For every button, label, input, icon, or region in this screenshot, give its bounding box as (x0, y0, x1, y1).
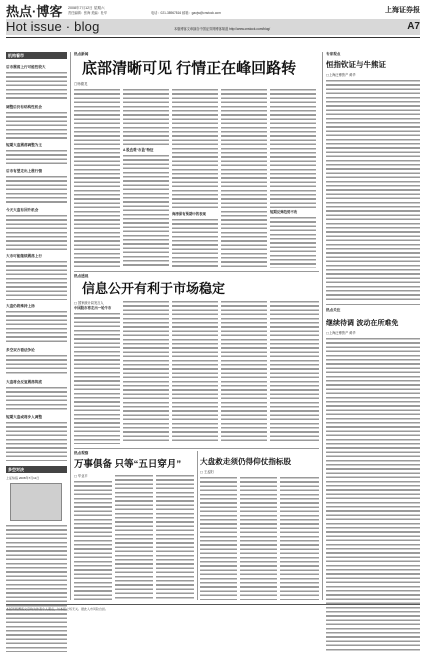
column-divider (197, 451, 198, 600)
left-item-title: 多空双方看法争论 (6, 348, 35, 352)
lead-section-tag: 热点新闻 (74, 52, 89, 56)
footer-disclaimer: 本版所载博客文章均为作者个人观点，与本报立场无关。据此入市风险自担。 (6, 607, 109, 611)
left-item-title: 后市震荡上行可能性较大 (6, 65, 46, 69)
lead-article (74, 52, 319, 268)
left-item-body (6, 175, 67, 204)
right-column (326, 52, 420, 600)
left-item-title: 后市有望走出上涨行情 (6, 169, 42, 173)
mid-body-col1 (74, 312, 120, 444)
lead-body-col2 (123, 88, 169, 146)
mid-subhead: 中国股市将走出一轮牛市 (74, 306, 112, 310)
lead-subhead-1: A 股直观“市盈”特征 (123, 148, 154, 152)
masthead-rule (6, 37, 420, 38)
masthead-phone: 电话：021-38967816 邮箱：gaojw@cnstock.com (151, 11, 221, 15)
left-item-body (6, 354, 67, 376)
left-column-header: 机构看市 (6, 52, 67, 59)
left-item-body (6, 310, 67, 344)
right-headline: 恒指钦证与牛熊证 (326, 60, 386, 69)
left-item-body (6, 71, 67, 101)
bottom-right-headline: 大盘救走须仍得仰仗指标股 (200, 457, 292, 466)
left-item-body (6, 149, 67, 166)
left-item-title: 今天大盘有回升机会 (6, 208, 39, 212)
lead-body-col2b (123, 154, 169, 268)
left-column (6, 52, 67, 600)
mid-article (74, 274, 319, 444)
bottom-left-body-col1 (74, 480, 112, 600)
right-section-tag: 专家观点 (326, 52, 341, 56)
bottom-left-article (74, 451, 194, 600)
section-divider (74, 271, 319, 272)
left-footer-photo (10, 483, 62, 521)
mid-body-col5 (270, 300, 319, 444)
left-item-body (6, 421, 67, 461)
lead-body-col3 (172, 88, 218, 208)
left-item-title: 大市可能继续震荡上行 (6, 254, 42, 258)
left-item-body (6, 111, 67, 139)
section-divider (326, 304, 420, 305)
page-number: A7 (407, 21, 420, 32)
left-item-title: 大盘将会反复震荡筑底 (6, 380, 42, 384)
lead-body-col4 (221, 88, 267, 268)
lead-body-col5 (270, 88, 316, 208)
lead-body-col5b (270, 216, 316, 268)
masthead-date: 2008年7月12日 星期六 (68, 6, 105, 10)
footer-rule (6, 604, 420, 605)
paper-name: 上海证券报 (385, 5, 420, 14)
mid-headline: 信息公开有利于市场稳定 (82, 281, 226, 296)
masthead-address: 本版博客文章摘自中国证券网博客频道 http://www.cnstock.com/blog/ (174, 27, 271, 31)
masthead-editor: 责任编辑：张海 美编：杜华 (68, 11, 108, 15)
bottom-left-byline: □ 华业平 (74, 474, 88, 478)
left-item-body (6, 386, 67, 411)
right-byline-2: □上海泛博资产 黄华 (326, 331, 356, 335)
lead-body-col3b (172, 218, 218, 268)
mid-deck: □ 国家统计局发言人 (74, 301, 104, 305)
bottom-right-byline: □ 王孟阳 (200, 470, 214, 474)
bottom-left-section-tag: 热点观察 (74, 451, 89, 455)
column-divider (322, 52, 323, 600)
left-footer-header: 多空对决 (6, 466, 67, 473)
left-item-title: 大盘仍将维持上扬 (6, 304, 35, 308)
bottom-left-body-col3 (156, 474, 194, 600)
bottom-right-body-col3 (280, 476, 319, 600)
left-footer-item: 上证综指 2008年7月11日 (6, 476, 40, 480)
column-divider (70, 52, 71, 600)
left-item-title: 调整后仍有结构性机会 (6, 105, 42, 109)
mid-body-col4 (221, 300, 267, 444)
bottom-left-headline: 万事俱备 只等“五日穿月” (74, 459, 182, 470)
masthead-title-cn: 热点·博客 (6, 4, 63, 19)
left-item-title: 短期大盘或将步入调整 (6, 415, 42, 419)
mid-section-tag: 热点透视 (74, 274, 89, 278)
bottom-right-body-col1 (200, 476, 237, 600)
mid-body-col3 (172, 300, 218, 444)
masthead (6, 4, 420, 48)
right-headline-2: 继续待调 波动在所难免 (326, 318, 399, 327)
lead-body-col1 (74, 88, 120, 268)
left-item-title: 短期大盘震荡调整为主 (6, 143, 42, 147)
masthead-title-en: Hot issue · blog (6, 19, 100, 34)
right-body (326, 79, 420, 301)
left-item-body (6, 214, 67, 250)
lead-author: □杨德龙 (74, 82, 88, 86)
left-footer-body (6, 524, 67, 652)
left-item-body (6, 260, 67, 300)
mid-body-col2 (123, 300, 169, 444)
section-divider (74, 448, 319, 449)
bottom-left-body-col2 (115, 474, 153, 600)
lead-subhead-3: 海津保有预期中的表现 (172, 212, 206, 216)
lead-headline: 底部清晰可见 行情正在峰回路转 (82, 60, 297, 77)
right-byline: □上海泛博资产 黄华 (326, 73, 356, 77)
bottom-right-article (200, 451, 319, 600)
lead-subhead-2: 短期反弹趋势不改 (270, 210, 298, 214)
right-section-tag-2: 热点关注 (326, 308, 341, 312)
bottom-right-body-col2 (240, 476, 277, 600)
